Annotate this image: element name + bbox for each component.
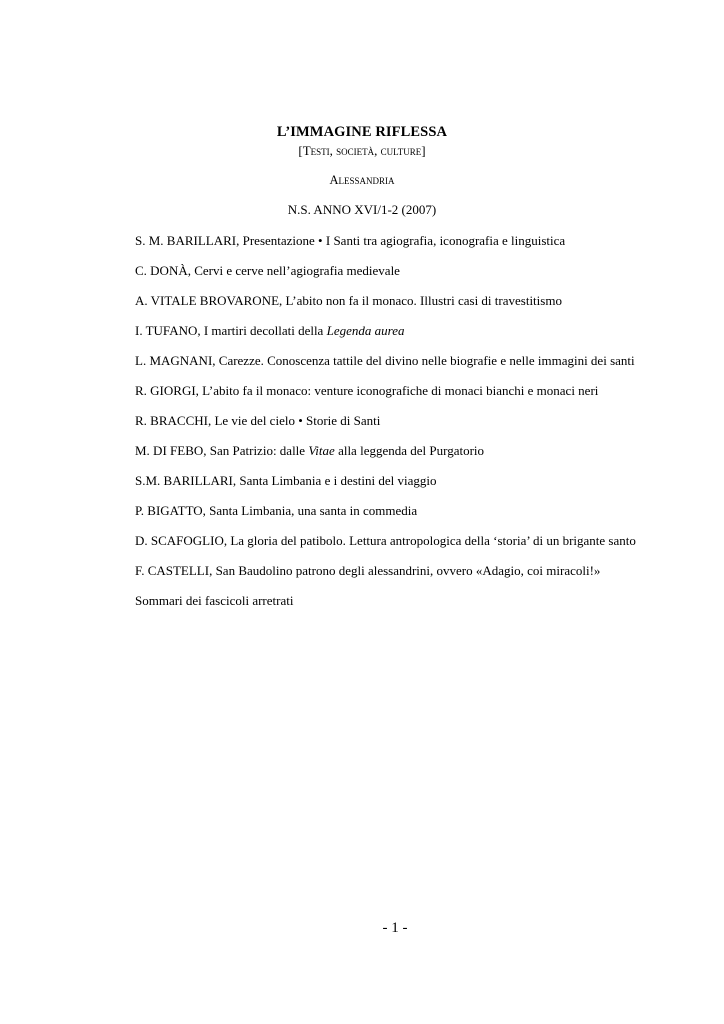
journal-title: L’IMMAGINE RIFLESSA — [276, 124, 448, 140]
toc-entry-italic: Legenda aurea — [326, 323, 405, 338]
toc-entry-text: I. TUFANO, I martiri decollati della — [135, 323, 327, 338]
toc-entry — [135, 502, 695, 532]
toc-entry-text: D. SCAFOGLIO, La gloria del patibolo. Lettura antropologica della ‘storia’ di un brigante santo — [135, 533, 636, 548]
toc-entry-text: F. CASTELLI, San Baudolino patrono degli alessandrini, ovvero «Adagio, coi miracoli!» — [135, 563, 601, 578]
toc-entry-text-after: alla leggenda del Purgatorio — [334, 443, 485, 458]
table-of-contents — [135, 232, 695, 622]
toc-entry-italic: Vitae — [308, 443, 335, 458]
toc-entry-text: C. DONÀ, Cervi e cerve nell’agiografia medievale — [135, 263, 400, 278]
toc-entry — [135, 352, 695, 382]
issue-info: N.S. ANNO XVI/1-2 (2007) — [287, 202, 437, 217]
toc-entry-text: M. DI FEBO, San Patrizio: dalle — [135, 443, 309, 458]
toc-entry-text: P. BIGATTO, Santa Limbania, una santa in commedia — [135, 503, 418, 518]
toc-entry-text: A. VITALE BROVARONE, L’abito non fa il monaco. Illustri casi di travestitismo — [135, 293, 562, 308]
page-number: - 1 - — [382, 920, 408, 936]
toc-entry — [135, 562, 695, 592]
toc-entry — [135, 472, 695, 502]
toc-entry-text: L. MAGNANI, Carezze. Conoscenza tattile del divino nelle biografie e nelle immagini dei santi — [135, 353, 635, 368]
toc-entry-text: R. GIORGI, L’abito fa il monaco: venture iconografiche di monaci bianchi e monaci neri — [135, 383, 599, 398]
toc-entry — [135, 292, 695, 322]
toc-entry — [135, 322, 695, 352]
journal-subtitle: [Testi, società, culture] — [298, 143, 426, 158]
toc-entry — [135, 532, 695, 562]
toc-entry — [135, 262, 695, 292]
toc-entry — [135, 412, 695, 442]
toc-entry-text: Sommari dei fascicoli arretrati — [135, 593, 294, 608]
toc-entry-text: S. M. BARILLARI, Presentazione • I Santi tra agiografia, iconografia e linguistica — [135, 233, 566, 248]
journal-city: Alessandria — [329, 173, 395, 187]
toc-entry-text: R. BRACCHI, Le vie del cielo • Storie di Santi — [135, 413, 381, 428]
toc-entry — [135, 382, 695, 412]
toc-entry — [135, 232, 695, 262]
toc-entry — [135, 592, 695, 622]
toc-entry-text: S.M. BARILLARI, Santa Limbania e i destini del viaggio — [135, 473, 437, 488]
toc-entry — [135, 442, 695, 472]
